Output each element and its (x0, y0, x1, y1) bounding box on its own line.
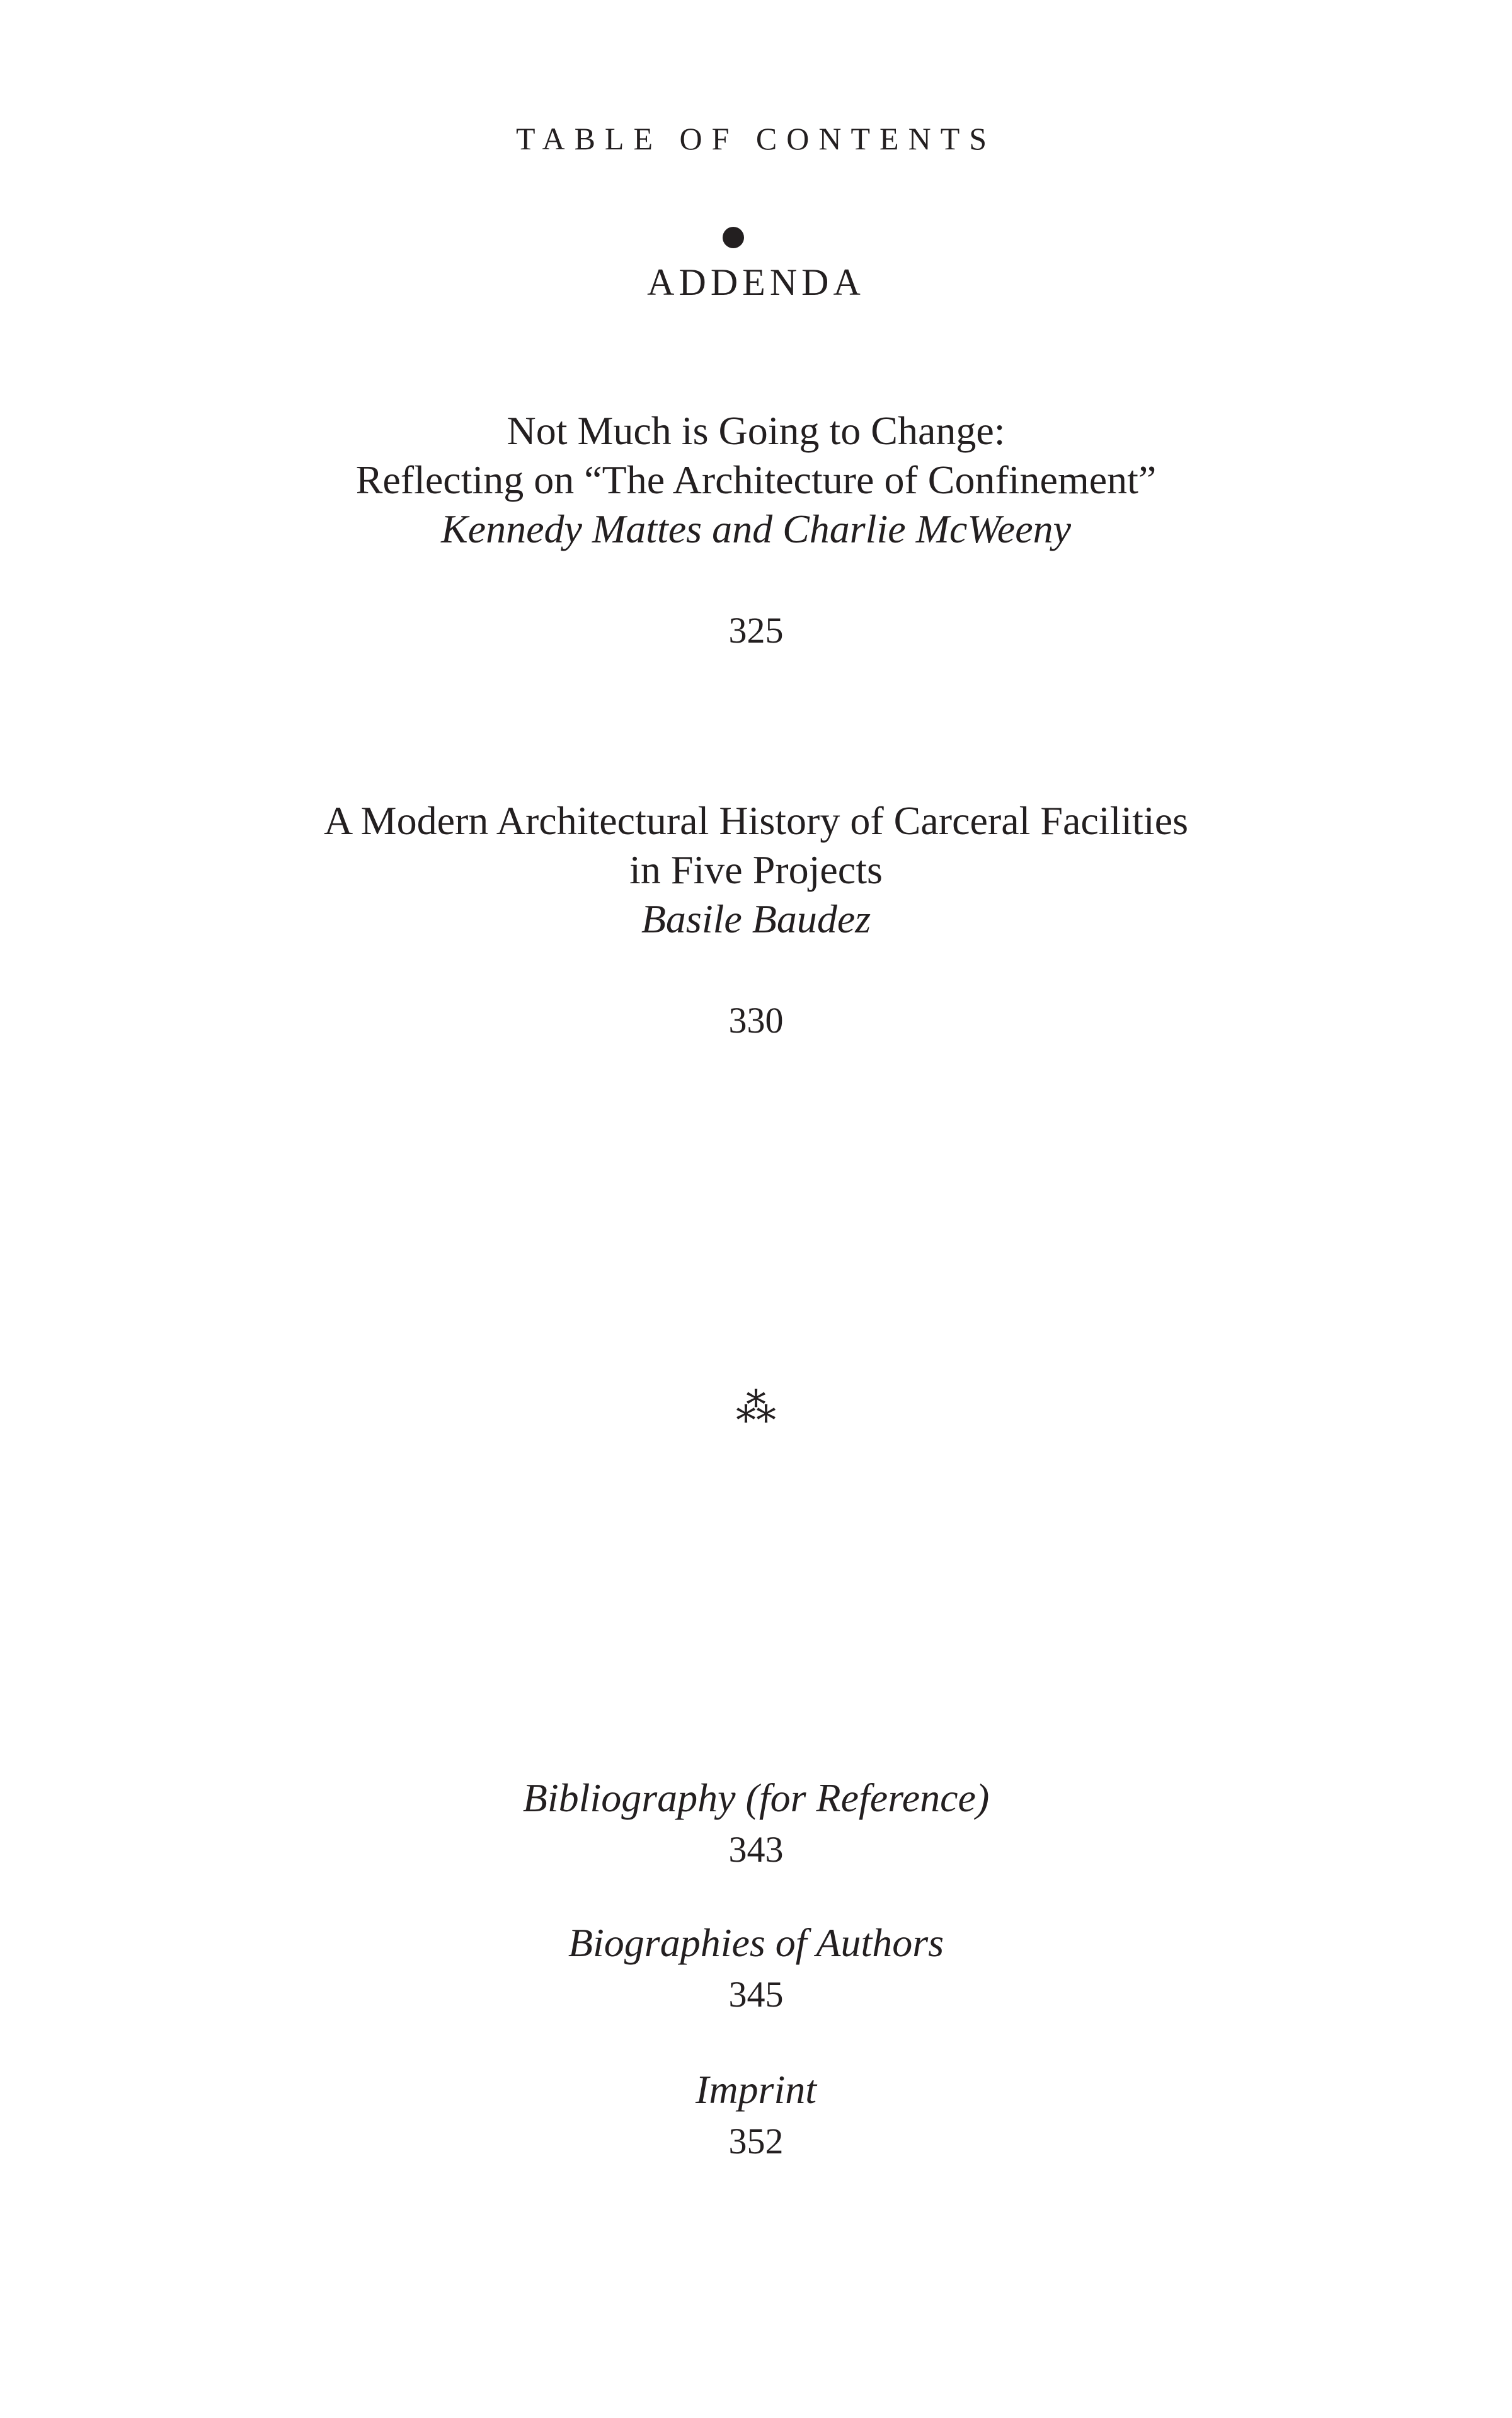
bullet-icon (723, 227, 744, 248)
entry-authors: Kennedy Mattes and Charlie McWeeny (440, 507, 1072, 551)
entry-authors: Basile Baudez (641, 897, 871, 941)
entry-page-number: 330 (728, 1000, 784, 1041)
entry-title-line: A Modern Architectural History of Carceral Facilities (323, 798, 1189, 843)
back-matter-title: Imprint (696, 2067, 816, 2112)
toc-heading: TABLE OF CONTENTS (515, 121, 997, 156)
asterism-separator-icon: ⁂ (736, 1385, 776, 1430)
entry-title-line: Not Much is Going to Change: (507, 408, 1005, 453)
entry-title-line: in Five Projects (629, 847, 883, 892)
back-matter-page: 343 (728, 1829, 784, 1870)
back-matter-page: 352 (728, 2121, 784, 2162)
entry-page-number: 325 (728, 610, 784, 651)
back-matter-title: Biographies of Authors (568, 1920, 944, 1965)
section-heading: ADDENDA (647, 261, 865, 303)
back-matter-title: Bibliography (for Reference) (522, 1775, 990, 1820)
back-matter-page: 345 (728, 1974, 784, 2015)
entry-title-line: Reflecting on “The Architecture of Confinement” (355, 457, 1157, 502)
